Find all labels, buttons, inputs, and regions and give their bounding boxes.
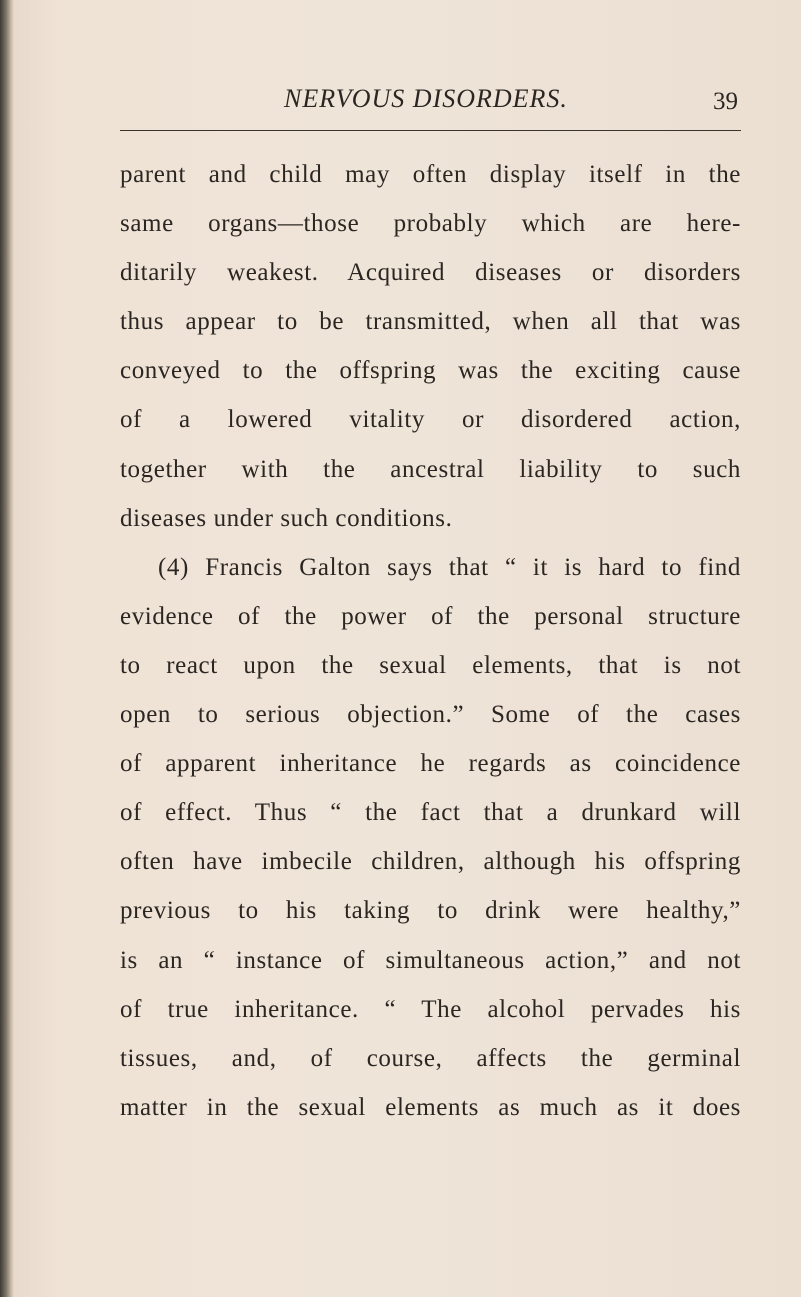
text-line: same organs—those probably which are here- [120,210,741,238]
text-line: often have imbecile children, although his offspring [120,848,741,876]
body-text [120,150,741,1132]
text-line: of apparent inheritance he regards as coincidence [120,750,741,778]
text-line: (4) Francis Galton says that “ it is hard to find [158,553,741,581]
text-line: conveyed to the offspring was the exciting cause [120,357,741,385]
text-line: together with the ancestral liability to such [120,455,741,483]
text-line: evidence of the power of the personal structure [120,602,741,630]
text-line: previous to his taking to drink were healthy,” [120,897,741,925]
page-header [120,84,740,124]
running-title: NERVOUS DISORDERS. [284,84,568,113]
text-line: diseases under such conditions. [120,504,453,532]
text-line: is an “ instance of simultaneous action,” and not [120,946,741,974]
text-line: parent and child may often display itself in the [120,161,741,188]
text-line: of effect. Thus “ the fact that a drunkard will [120,799,741,827]
text-line: ditarily weakest. Acquired diseases or disorders [120,259,741,287]
text-line: matter in the sexual elements as much as it does [120,1093,741,1121]
text-line: of true inheritance. “ The alcohol pervades his [120,995,741,1023]
text-line: of a lowered vitality or disordered action, [120,406,741,434]
text-line: open to serious objection.” Some of the cases [120,701,741,729]
text-line: to react upon the sexual elements, that is not [120,651,741,679]
text-line: tissues, and, of course, affects the germinal [120,1044,741,1072]
text-line: thus appear to be transmitted, when all that was [120,308,741,336]
header-rule [120,130,741,131]
book-binding-edge [0,0,14,1297]
page-number: 39 [713,88,738,115]
